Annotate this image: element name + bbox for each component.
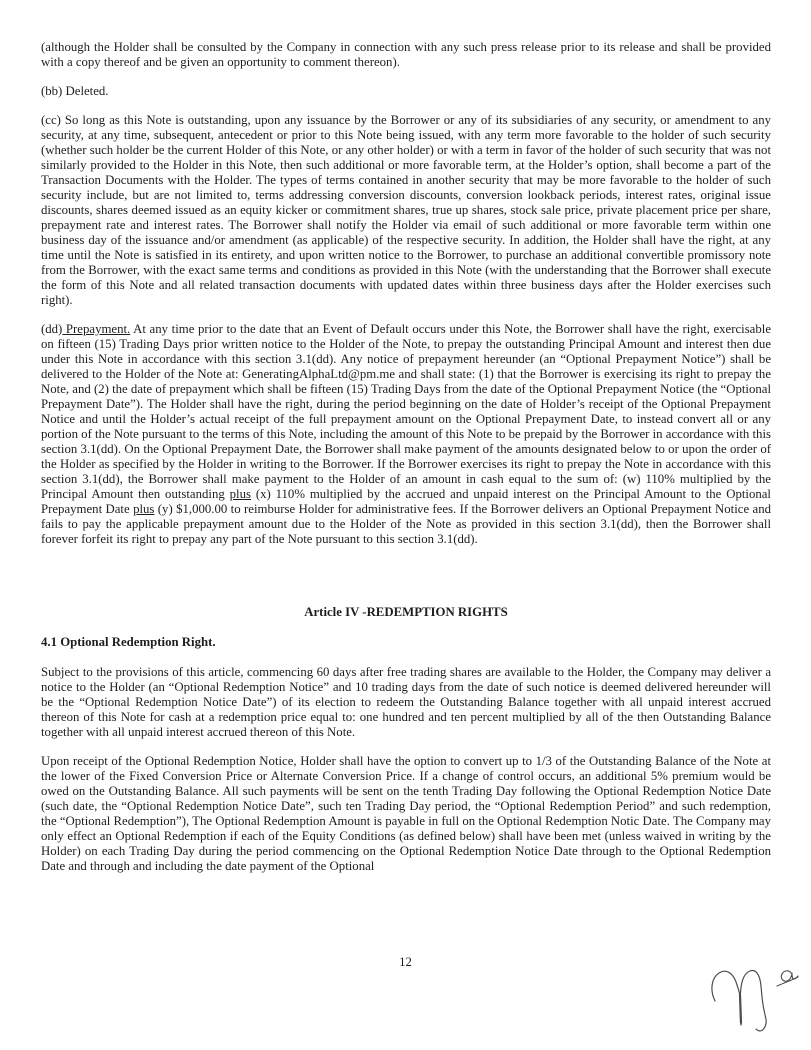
paragraph-4-1-optional-redemption-a: Subject to the provisions of this article, commencing 60 days after free trading shares are available to the Holder, the Company may deliver a notice to the Holder (an “Optional Redemption Notice” and 10 trading days from the date of such notice is deemed delivered hereunder will be the “Optional Redemption Notice Date”) of its election to redeem the Outstanding Balance together with all unpaid interest accrued thereon of this Note for cash at a redemption price equal to: one hundred and ten percent multiplied by all of the then Outstanding Balance together with all unpaid interest accrued thereon of this Note. [41, 665, 771, 739]
dd-clause-label: (dd) [41, 322, 63, 336]
dd-body-part-1: At any time prior to the date that an Event of Default occurs under this Note, the Borrower shall have the right, exercisable on fifteen (15) Trading Days prior written notice to the Holder of the Note, to prepay the outstanding Principal Amount and interest then due under this Note in accordance with this section 3.1(dd). Any notice of prepayment hereunder (an “Optional Prepayment Notice”) shall be delivered to the Holder of the Note at: GeneratingAlphaLtd@pm.me and shall state: (1) that the Borrower is exercising its right to prepay the Note, and (2) the date of prepayment which shall be fifteen (15) Trading Days from the date of the Optional Prepayment Notice (the “Optional Prepayment Date”). The Holder shall have the right, during the period beginning on the date of Holder’s receipt of the Optional Prepayment Notice and until the Holder’s actual receipt of the full prepayment amount on the Optional Prepayment Date, to instead convert all or any portion of the Note pursuant to the terms of this Note, including the amount of this Note to be prepaid by the Borrower in accordance with this section 3.1(dd). On the Optional Prepayment Date, the Borrower shall make payment of the amounts designated below to or upon the order of the Holder as specified by the Holder in writing to the Borrower. If the Borrower exercises its right to prepay the Note in accordance with this section 3.1(dd), the Borrower shall make payment to the Holder of an amount in cash equal to the sum of: (w) 110% multiplied by the Principal Amount then outstanding [41, 322, 771, 501]
paragraph-dd-prepayment [41, 322, 771, 547]
dd-body-part-3: (y) $1,000.00 to reimburse Holder for administrative fees. If the Borrower delivers an Optional Prepayment Notice and fails to pay the applicable prepayment amount due to the Holder of the Note as provided in this section 3.1(dd), then the Borrower shall forever forfeit its right to prepay any part of the Note pursuant to this section 3.1(dd). [41, 502, 771, 546]
paragraph-4-1-optional-redemption-b: Upon receipt of the Optional Redemption Notice, Holder shall have the option to convert up to 1/3 of the Outstanding Balance of the Note at the lower of the Fixed Conversion Price or Alternate Conversion Price. If a change of control occurs, an additional 5% premium would be owed on the Outstanding Balance. All such payments will be sent on the tenth Trading Day following the Optional Redemption Notice Date (such date, the “Optional Redemption Notice Date”, such ten Trading Day period, the “Optional Redemption Period” and such redemption, the “Optional Redemption”), The Optional Redemption Amount is payable in full on the Optional Redemption Notic Date. The Company may only effect an Optional Redemption if each of the Equity Conditions (as defined below) shall have been met (unless waived in writing by the Holder) on each Trading Day during the period commencing on the Optional Redemption Notice Date through to the Optional Redemption Date and through and including the date payment of the Optional [41, 754, 771, 873]
paragraph-press-release-clause: (although the Holder shall be consulted by the Company in connection with any such press release prior to its release and shall be provided with a copy thereof and be given an opportunity to comment thereon). [41, 40, 771, 69]
signature-m-left-arch [712, 971, 741, 1025]
signature-m-right-arch [740, 971, 766, 1031]
section-4-1-heading: 4.1 Optional Redemption Right. [41, 635, 216, 649]
signature-small-a [781, 971, 798, 981]
paragraph-bb-deleted: (bb) Deleted. [41, 84, 109, 98]
dd-plus-underlined-1: plus [229, 487, 251, 501]
dd-prepayment-title: Prepayment. [62, 322, 131, 336]
article-iv-heading: Article IV -REDEMPTION RIGHTS [304, 605, 508, 619]
page-body [41, 40, 771, 888]
handwritten-initials-signature [698, 963, 808, 1048]
paragraph-cc-favorable-terms: (cc) So long as this Note is outstanding, upon any issuance by the Borrower or any of its subsidiaries of any security, or amendment to any security, at any time, subsequent, antecedent or prior to this Note being issued, with any term more favorable to the holder of such security (whether such holder be the current Holder of this Note, or any other holder) or with a term in favor of the holder of such security that was not similarly provided to the Holder in this Note, then such additional or more favorable term, at the Holder’s option, shall become a part of the Transaction Documents with the Holder. The types of terms contained in another security that may be more favorable to the holder of such security include, but are not limited to, terms addressing conversion discounts, conversion lookback periods, interest rates, original issue discounts, shares deemed issued as an equity kicker or commitment shares, true up shares, stock sale price, private placement price per share, prepayment rate and interest rates. The Borrower shall notify the Holder via email of such additional or more favorable term within one business day of the issuance and/or amendment (as applicable) of the respective security. In addition, the Holder shall have the right, at any time until the Note is satisfied in its entirety, and upon written notice to the Borrower, to purchase an additional convertible promissory note from the Borrower, with the exact same terms and conditions as provided in this Note (with the understanding that the Borrower shall execute the form of this Note and all related transaction documents with updated dates within three business days after the Holder exercises such right). [41, 113, 771, 307]
signature-a-underline [777, 977, 798, 986]
page-number: 12 [399, 955, 412, 969]
dd-plus-underlined-2: plus [133, 502, 155, 516]
dd-body-part-2: (x) 110% multiplied by the accrued and unpaid interest on the Principal Amount to the Optional Prepayment Date [41, 487, 771, 516]
